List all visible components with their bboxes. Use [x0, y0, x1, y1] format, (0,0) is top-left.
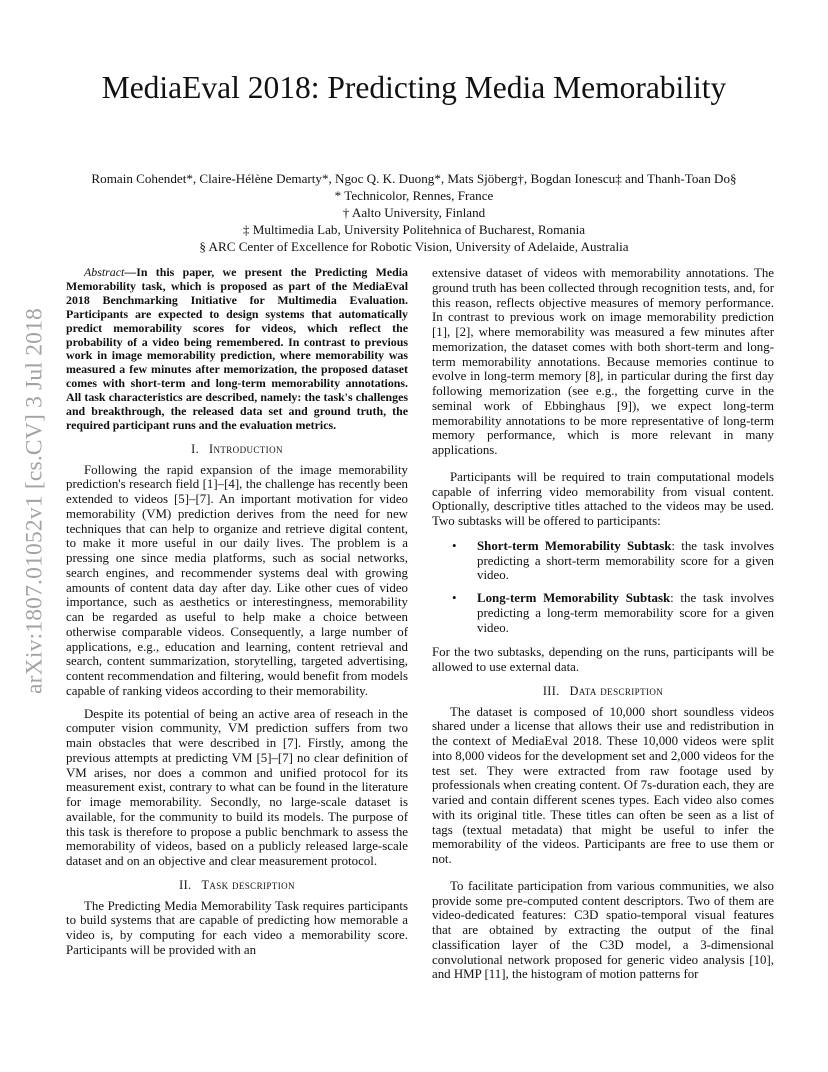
subtask-text: : the task involves predicting a long-term memorability score for a given video.	[477, 591, 774, 635]
section-heading-task	[66, 878, 408, 893]
abstract-label: Abstract	[84, 265, 125, 279]
subtask-name: Long-term Memorability Subtask	[477, 591, 671, 605]
section-title: Data description	[569, 683, 664, 698]
subtask-text: : the task involves predicting a short-term memorability score for a given video.	[477, 538, 774, 583]
abstract-text: —In this paper, we present the Predicting Media Memorability task, which is proposed as part of the MediaEval 2018 Benchmarking Initiative for Multimedia Evaluation. Participants are expected to design systems that automatically predict memorability scores for videos, which reflect the probability of a video being remembered. In contrast to previous work in image memorability prediction, where memorability was measured a few minutes after memorization, the proposed dataset comes with short-term and long-term memorability annotations. All task characteristics are described, namely: the task's challenges and breakthrough, the released data set and ground truth, the required participant runs and the evaluation metrics.	[66, 265, 408, 432]
arxiv-stamp[interactable]	[22, 270, 48, 732]
list-item	[432, 591, 774, 635]
abstract	[66, 266, 408, 433]
task-paragraph-1: The Predicting Media Memorability Task requires participants to build systems that are capable of predicting how memorable a video is, by computing for each video a memorability score. Participants will be provided with an	[66, 898, 408, 957]
list-item	[432, 539, 774, 583]
arxiv-stamp-text: arXiv:1807.01052v1 [cs.CV] 3 Jul 2018	[21, 308, 48, 694]
section-number: I.	[191, 441, 200, 456]
task-paragraph-3: Participants will be required to train computational models capable of inferring video memorability from visual content. Optionally, descriptive titles attached to the videos may be used. Two subtasks will be offered to participants:	[432, 469, 774, 528]
section-heading-data	[432, 684, 774, 699]
bullet-icon: •	[452, 538, 457, 553]
subtask-list	[432, 539, 774, 636]
paper-title: MediaEval 2018: Predicting Media Memorability	[101, 70, 727, 105]
section-heading-introduction	[66, 442, 408, 457]
author-list: Romain Cohendet*, Claire-Hélène Demarty*, Ngoc Q. K. Duong*, Mats Sjöberg†, Bogdan Ionescu‡ and Thanh-Toan Do§	[91, 171, 737, 186]
affiliation-4: § ARC Center of Excellence for Robotic Vision, University of Adelaide, Australia	[199, 239, 629, 254]
data-paragraph-1: The dataset is composed of 10,000 short soundless videos shared under a license that allows their use and redistribution in the context of MediaEval 2018. These 10,000 videos were split into 8,000 videos for the development set and 2,000 videos for the test set. They were extracted from raw footage used by professionals when creating content. Of 7s-duration each, they are varied and contain different scenes types. Each video also comes with its original title. These titles can often be seen as a list of tags (textual metadata) that might be useful to infer the memorability of the videos. Participants are free to use them or not.	[432, 704, 774, 866]
bullet-icon: •	[452, 591, 457, 605]
task-paragraph-4: For the two subtasks, depending on the runs, participants will be allowed to use external data.	[432, 645, 774, 674]
data-paragraph-2: To facilitate participation from various communities, we also provide some pre-computed content descriptors. Two of them are video-dedicated features: C3D spatio-temporal visual features that are obtained by extracting the output of the final classification layer of the C3D model, a 3-dimensional convolutional network proposed for generic video analysis [10], and HMP [11], the histogram of motion patterns for	[432, 878, 774, 982]
affiliation-2: † Aalto University, Finland	[342, 205, 486, 220]
left-column	[66, 266, 408, 958]
section-title: Introduction	[209, 441, 283, 456]
subtask-name: Short-term Memorability Subtask	[477, 538, 672, 553]
intro-paragraph-1: Following the rapid expansion of the image memorability prediction's research field [1]–[4], the challenge has recently been extended to videos [5]–[7]. An important motivation for video memorability (VM) prediction derives from the need for new techniques that can help to organize and retrieve digital content, to make it more useful in our daily lives. The problem is a pressing one since media platforms, such as social networks, search engines, and recommender systems deal with growing amounts of content data day after day. Like other cues of video importance, such as aesthetics or interestingness, memorability can be regarded as useful to help make a choice between otherwise comparable videos. Consequently, a large number of applications, e.g., education and learning, content retrieval and search, content summarization, storytelling, targeted advertising, content recommendation and filtering, would benefit from models capable of ranking videos according to their memorability.	[66, 462, 408, 698]
section-number: II.	[179, 877, 192, 892]
section-title: Task description	[201, 877, 295, 892]
affiliation-3: ‡ Multimedia Lab, University Politehnica of Bucharest, Romania	[242, 222, 586, 237]
affiliation-1: * Technicolor, Rennes, France	[334, 188, 494, 203]
intro-paragraph-2: Despite its potential of being an active area of reseach in the computer vision community, VM prediction suffers from two main obstacles that were described in [7]. Firstly, among the previous attempts at predicting VM [5]–[7] no clear definition of VM arises, nor does a common and unified protocol for its measurement exist, contrary to what can be found in the literature for image memorability. Secondly, no large-scale dataset is available, for the community to build its models. The purpose of this task is therefore to propose a public benchmark to assess the memorability of videos, based on a publicly released large-scale dataset and on an objective and clear measurement protocol.	[66, 706, 408, 869]
right-column	[432, 266, 774, 982]
task-paragraph-2: extensive dataset of videos with memorability annotations. The ground truth has been collected through recognition tests, and, for this reason, reflects objective measures of memory performance. In contrast to previous work on image memorability prediction [1], [2], where memorability was measured a few minutes after memorization, the dataset comes with both short-term and long-term memorability annotations. Because memories continue to evolve in long-term memory [8], in particular during the first day following memorization (see e.g., the forgetting curve in the seminal work of Ebbinghaus [9]), we expect long-term memorability annotations to be more representative of long-term memory performance, which is more relevant in many applications.	[432, 266, 774, 457]
section-number: III.	[542, 683, 560, 698]
